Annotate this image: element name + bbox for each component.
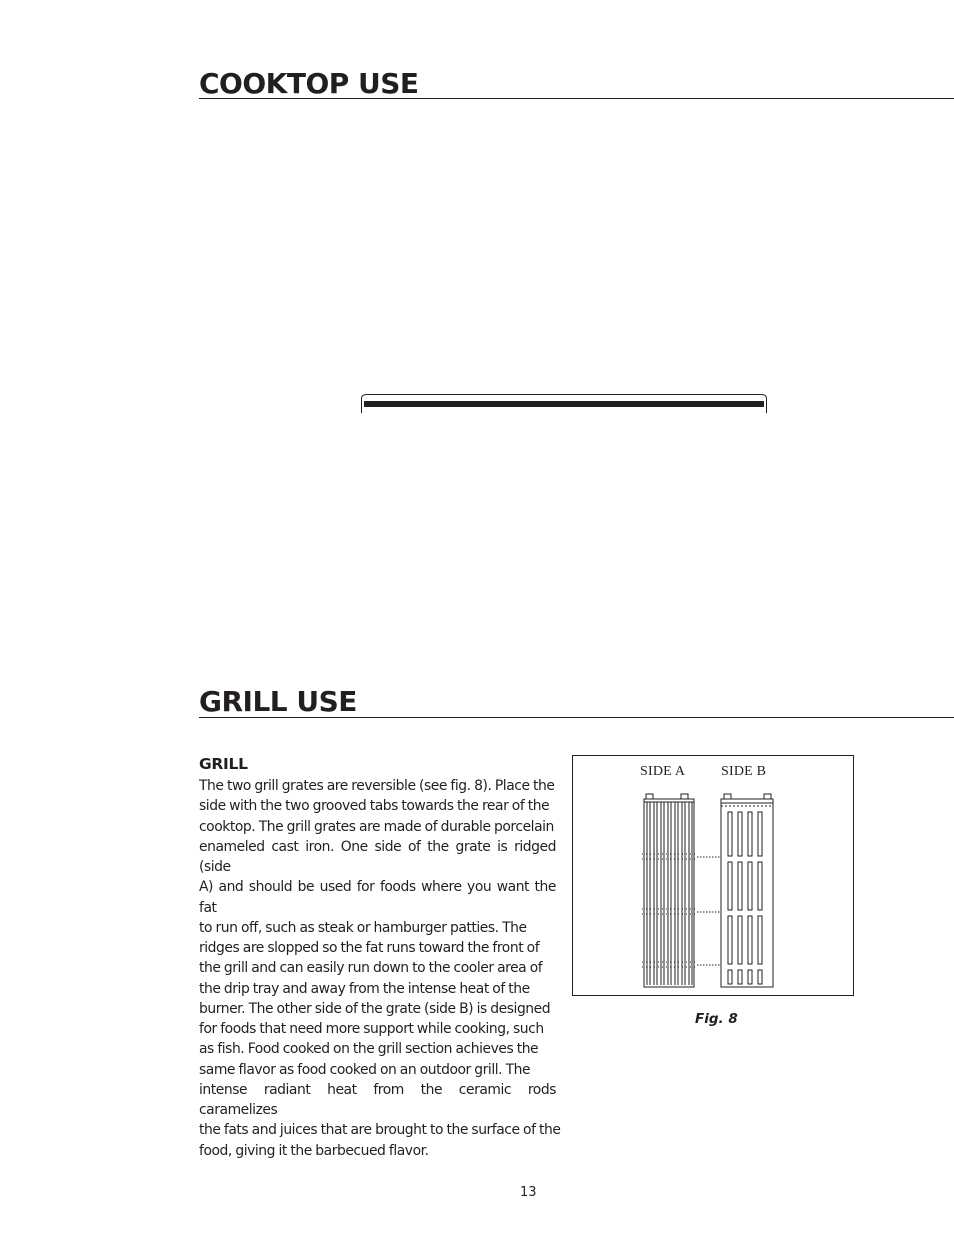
text-line: same flavor as food cooked on an outdoor grill. The [199, 1061, 531, 1078]
side-a-grate [642, 794, 696, 987]
grill-section-title: GRILL USE [199, 685, 357, 718]
text-line: cooktop. The grill grates are made of durable porcelain [199, 818, 554, 835]
text-line: food, giving it the barbecued flavor. [199, 1142, 429, 1159]
cooktop-title-rule [199, 98, 954, 99]
grill-title-rule [199, 717, 954, 718]
text-line: The two grill grates are reversible (see fig. 8). Place the [199, 778, 555, 794]
text-line: the fats and juices that are brought to the surface of the [199, 1122, 561, 1139]
text-line: enameled cast iron. One side of the grate is ridged (side [199, 838, 556, 875]
text-line: to run off, such as steak or hamburger patties. The [199, 919, 527, 936]
text-line: the drip tray and away from the intense heat of the [199, 980, 530, 997]
text-line: side with the two grooved tabs towards the rear of the [199, 798, 550, 815]
text-line: ridges are slopped so the fat runs toward the front of [199, 940, 540, 956]
cooktop-section-title: COOKTOP USE [199, 67, 419, 100]
grill-subheading: GRILL [199, 755, 248, 773]
text-line: intense radiant heat from the ceramic rods caramelizes [199, 1081, 556, 1118]
figure-caption: Fig. 8 [695, 1011, 738, 1027]
text-line: A) and should be used for foods where you want the fat [199, 879, 556, 916]
cooktop-divider-bar [361, 393, 767, 413]
text-line: burner. The other side of the grate (side B) is designed [199, 1000, 551, 1017]
leader-lines [697, 857, 720, 965]
side-b-label: SIDE B [721, 764, 767, 779]
grill-description [199, 776, 561, 1161]
page-number: 13 [520, 1185, 537, 1200]
grill-grate-illustration [635, 790, 780, 990]
text-line: the grill and can easily run down to the cooler area of [199, 960, 543, 977]
text-line: for foods that need more support while cooking, such [199, 1021, 544, 1037]
side-a-label: SIDE A [640, 764, 686, 779]
text-line: as fish. Food cooked on the grill section achieves the [199, 1041, 539, 1058]
side-b-grate [721, 794, 773, 987]
